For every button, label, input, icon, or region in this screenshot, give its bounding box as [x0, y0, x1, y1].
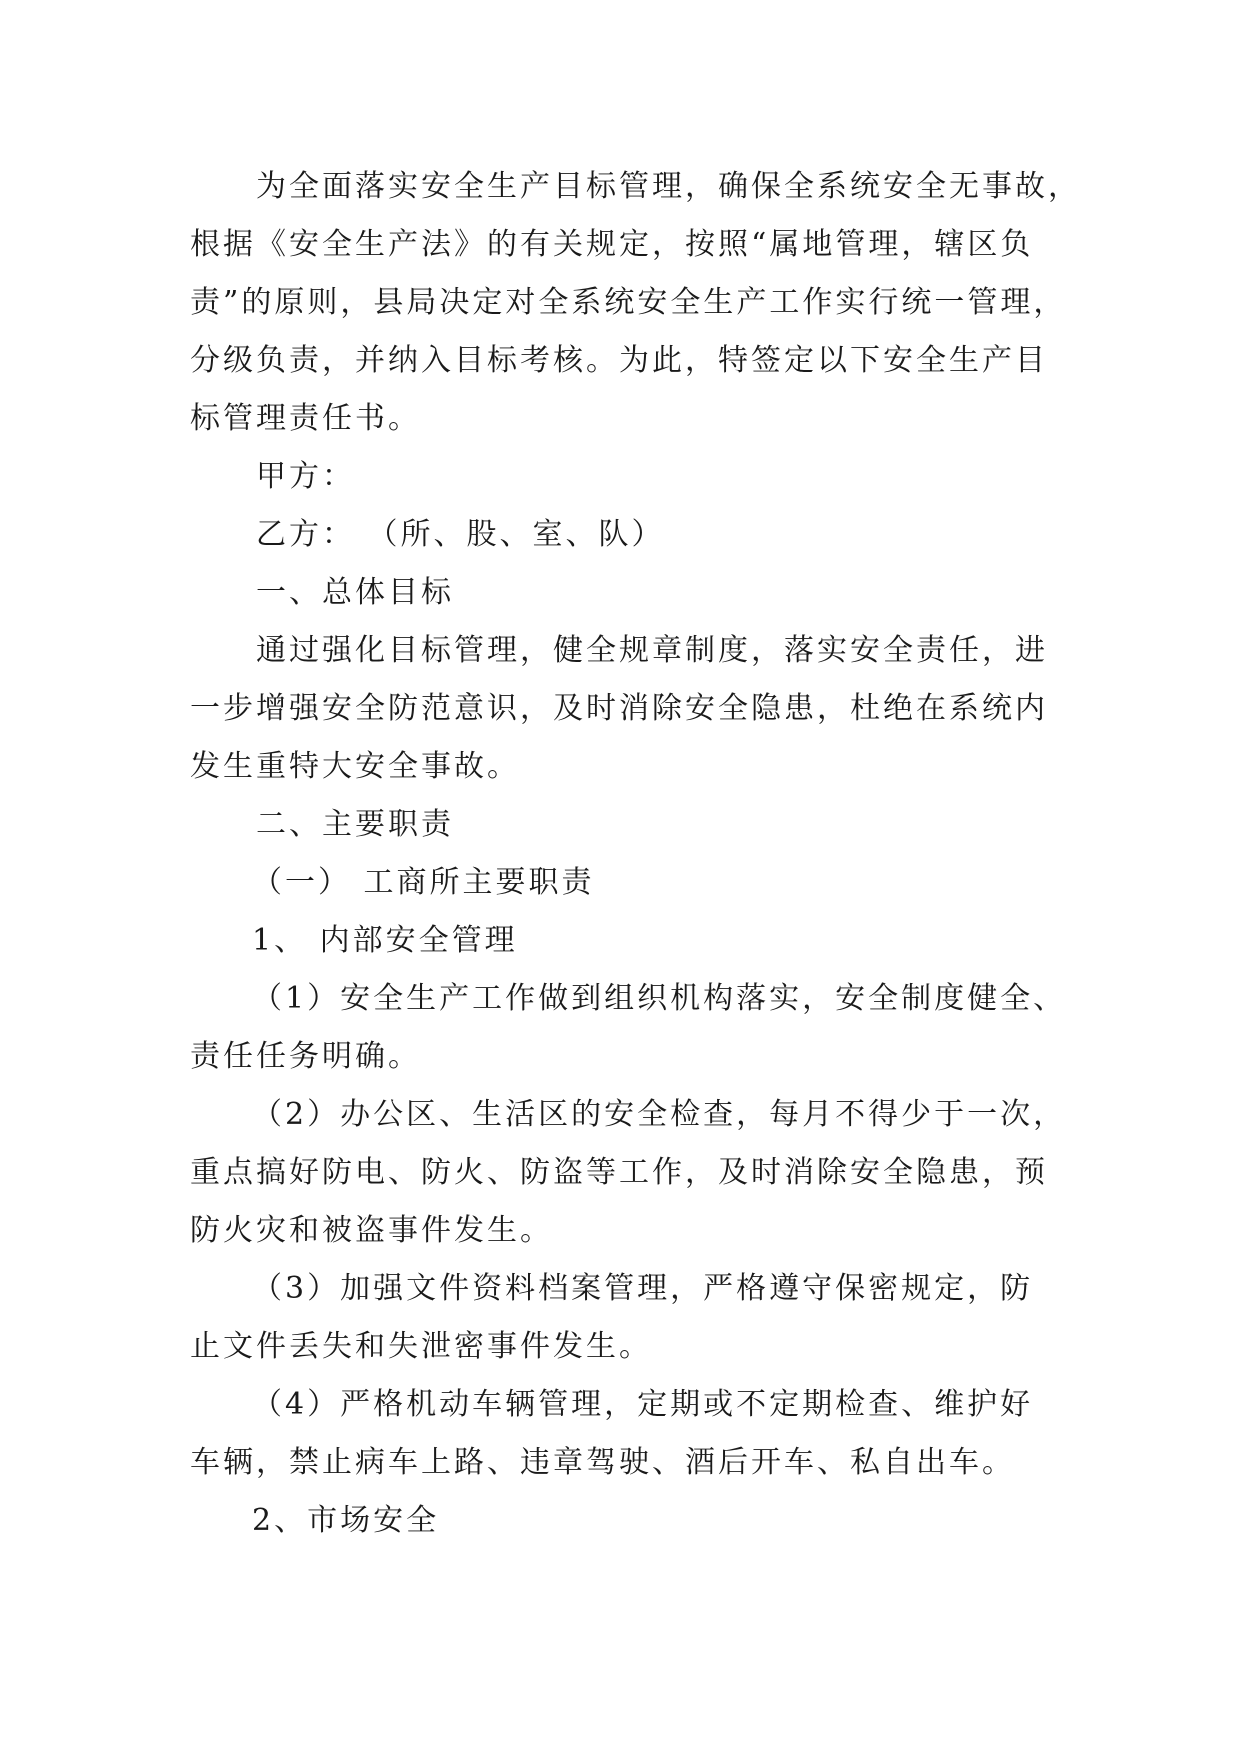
paragraph-line: 通过强化目标管理，健全规章制度，落实安全责任，进	[256, 633, 1048, 668]
document-body	[190, 158, 1090, 1550]
paragraph-line: 根据《安全生产法》的有关规定，按照“属地管理，辖区负	[190, 227, 1034, 262]
paragraph-line: （1）安全生产工作做到组织机构落实，安全制度健全、	[252, 981, 1067, 1016]
party-b-label: 乙方： （所、股、室、队）	[256, 517, 665, 552]
item-heading: 2、市场安全	[252, 1503, 440, 1538]
paragraph-line: 重点搞好防电、防火、防盗等工作，及时消除安全隐患，预	[190, 1155, 1048, 1190]
paragraph-line: 标管理责任书。	[190, 401, 421, 436]
paragraph-line: 一步增强安全防范意识，及时消除安全隐患，杜绝在系统内	[190, 691, 1048, 726]
subsection-heading: （一） 工商所主要职责	[252, 865, 595, 900]
section-heading: 二、主要职责	[256, 807, 454, 842]
paragraph-line: 分级负责，并纳入目标考核。为此，特签定以下安全生产目	[190, 343, 1048, 378]
section-heading: 一、总体目标	[256, 575, 454, 610]
paragraph-line: 车辆，禁止病车上路、违章驾驶、酒后开车、私自出车。	[190, 1445, 1015, 1480]
party-a-label: 甲方：	[256, 459, 355, 494]
paragraph-line: （2）办公区、生活区的安全检查，每月不得少于一次，	[252, 1097, 1067, 1132]
paragraph-line: 责”的原则，县局决定对全系统安全生产工作实行统一管理，	[190, 285, 1067, 320]
paragraph-line: 止文件丢失和失泄密事件发生。	[190, 1329, 652, 1364]
paragraph-line: （3）加强文件资料档案管理，严格遵守保密规定，防	[252, 1271, 1034, 1306]
paragraph-line: 为全面落实安全生产目标管理，确保全系统安全无事故，	[256, 169, 1081, 204]
item-heading: 1、 内部安全管理	[252, 923, 518, 958]
paragraph-line: 发生重特大安全事故。	[190, 749, 520, 784]
paragraph-line: （4）严格机动车辆管理，定期或不定期检查、维护好	[252, 1387, 1034, 1422]
paragraph-line: 责任任务明确。	[190, 1039, 421, 1074]
paragraph-line: 防火灾和被盗事件发生。	[190, 1213, 553, 1248]
